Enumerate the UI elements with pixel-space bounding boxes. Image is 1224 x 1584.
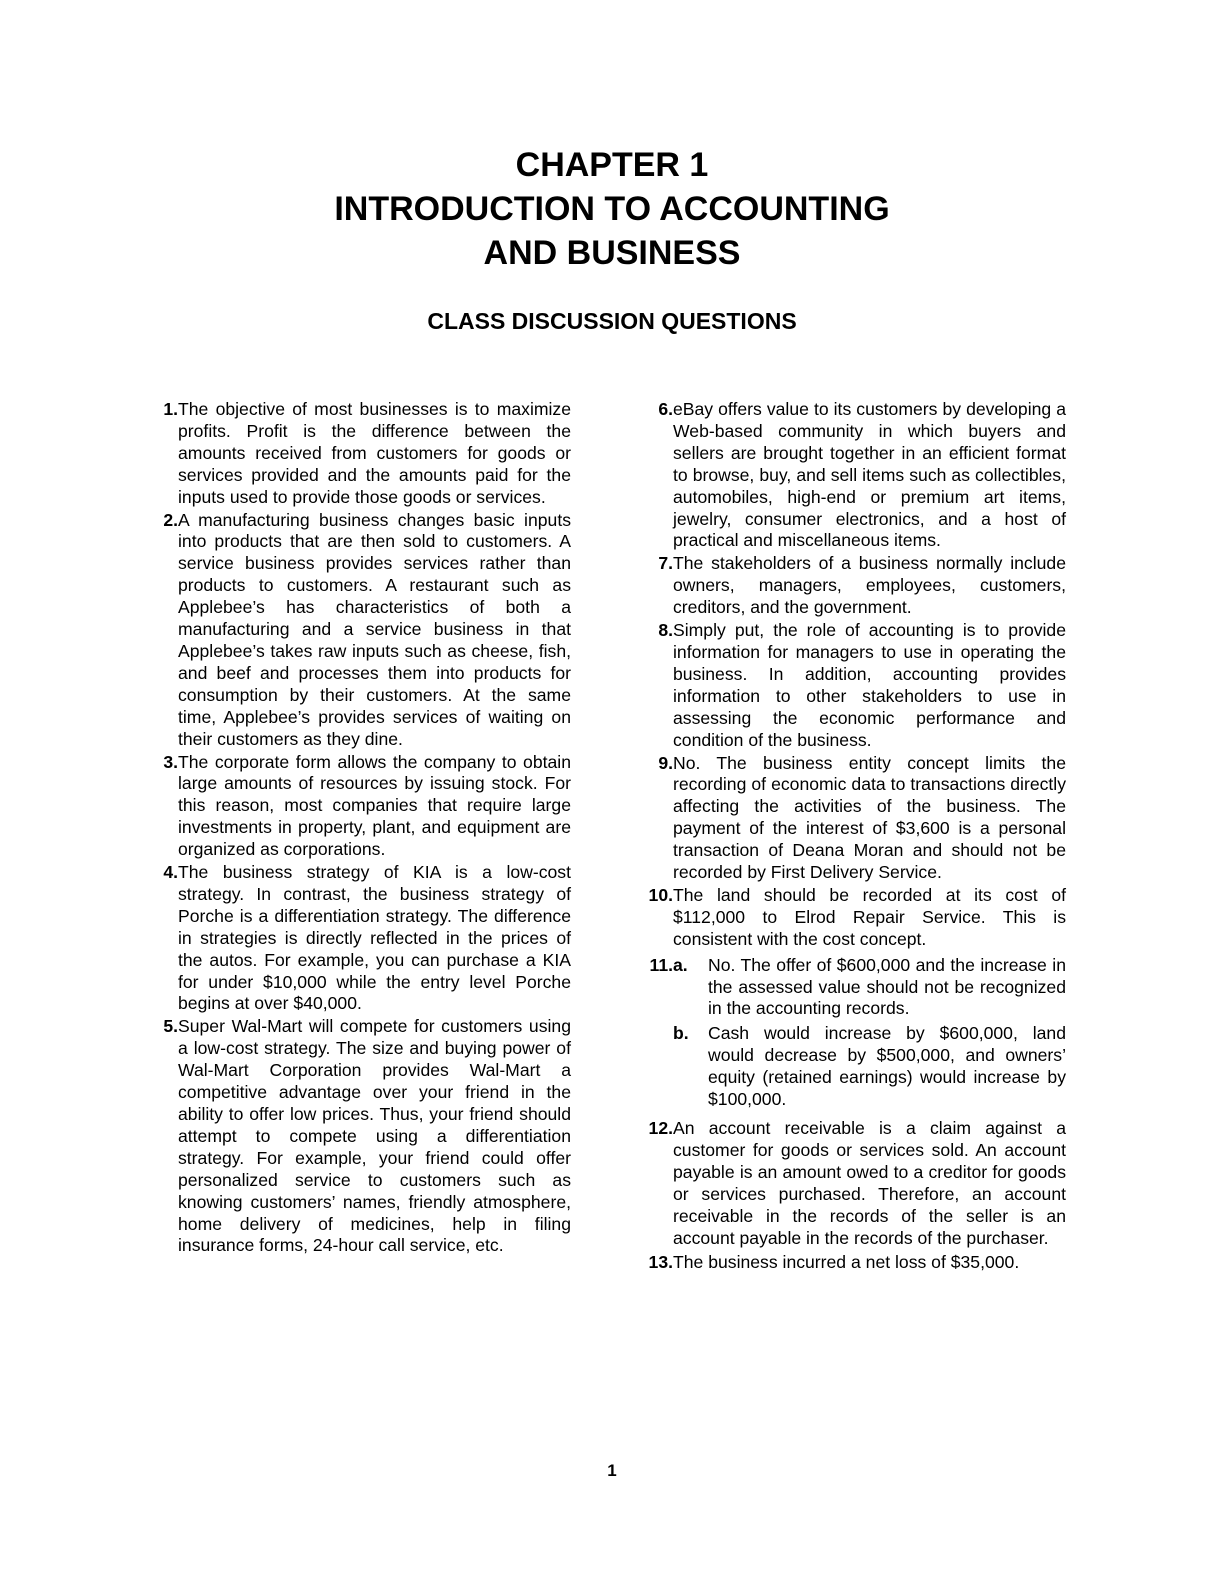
question-number: 10. [648, 884, 673, 905]
question-number: 6. [658, 399, 673, 419]
question-answer: Super Wal-Mart will compete for customers using a low-cost strategy. The size and buying power of Wal-Mart Corporation provides Wal-Mart a competitive advantage over your friend in the ability to offer low prices. Thus, your friend should attempt to compete using a differentiation strategy. For example, your friend could offer personalized service to customers such as knowing customers’ names, friendly atmosphere, home delivery of medicines, help in filing insurance forms, 24-hour call service, etc. [178, 1016, 571, 1256]
question-number: 7. [658, 553, 673, 574]
question-item [136, 510, 571, 751]
part-text: Cash would increase by $600,000, land would decrease by $500,000, and owners’ equity (retained earnings) would increase by $100,000. [708, 1023, 1066, 1110]
question-answer: The objective of most businesses is to maximize profits. Profit is the difference between the amounts received from customers for goods or services provided and the amounts paid for the inputs used to provide those goods or services. [178, 399, 571, 507]
part-label: b. [673, 1023, 689, 1044]
question-number: 2. [163, 509, 178, 530]
section-subtitle: CLASS DISCUSSION QUESTIONS [427, 308, 797, 334]
right-column [631, 399, 1066, 1275]
question-number: 9. [658, 752, 673, 773]
question-item [631, 399, 1066, 552]
question-number: 11. [649, 954, 673, 975]
question-item-11 [631, 955, 1066, 1114]
question-item [136, 862, 571, 1015]
question-number: 5. [163, 1016, 178, 1037]
question-item [631, 753, 1066, 884]
question-answer: The business strategy of KIA is a low-cost strategy. In contrast, the business strategy of Porche is a differentiation strategy. The difference in strategies is directly reflected in the prices of the autos. For example, you can purchase a KIA for under $10,000 while the entry level Porche begins at over $40,000. [178, 862, 571, 1014]
question-number: 1. [163, 399, 178, 419]
question-item [631, 1252, 1066, 1274]
question-answer: The land should be recorded at its cost of $112,000 to Elrod Repair Service. This is consistent with the cost concept. [673, 884, 1066, 949]
question-number: 13. [648, 1252, 673, 1273]
question-answer: eBay offers value to its customers by developing a Web-based community in which buyers and sellers are brought together in an efficient format to browse, buy, and sell items such as collectibles, automobiles, high-end or premium art items, jewelry, consumer electronics, and a host of practical and miscellaneous items. [673, 399, 1066, 551]
chapter-title-block [0, 143, 1224, 275]
question-answer: The stakeholders of a business normally include owners, managers, employees, customers, creditors, and the government. [673, 553, 1066, 618]
question-answer: The business incurred a net loss of $35,000. [673, 1252, 1020, 1273]
answer-part-a [673, 955, 1066, 1021]
part-text: No. The offer of $600,000 and the increase in the assessed value should not be recognized in the accounting records. [708, 954, 1066, 1019]
question-item [631, 620, 1066, 751]
answer-part-b [673, 1023, 1066, 1111]
chapter-title-line-1: INTRODUCTION TO ACCOUNTING [334, 190, 890, 228]
question-item [136, 399, 571, 509]
question-number: 8. [658, 620, 673, 641]
question-item [136, 1016, 571, 1257]
question-number: 12. [648, 1118, 673, 1138]
part-label: a. [673, 954, 688, 975]
question-answer: The corporate form allows the company to obtain large amounts of resources by issuing stock. For this reason, most companies that require large investments in property, plant, and equipment are organized as corporations. [178, 751, 571, 860]
page-number: 1 [607, 1461, 617, 1480]
question-item [631, 885, 1066, 951]
question-answer: Simply put, the role of accounting is to provide information for managers to use in operating the business. In addition, accounting provides information to other stakeholders to use in assessing the economic performance and condition of the business. [673, 620, 1066, 750]
question-item [631, 553, 1066, 619]
question-item [136, 752, 571, 862]
question-answer: A manufacturing business changes basic inputs into products that are then sold to customers. A service business provides services rather than products to customers. A restaurant such as Applebee’s has characteristics of both a manufacturing and a service business in that Applebee’s takes raw inputs such as cheese, fish, and beef and processes them into products for consumption by their customers. At the same time, Applebee’s provides services of waiting on their customers as they dine. [178, 509, 571, 749]
chapter-heading: CHAPTER 1 [515, 146, 709, 184]
left-column [136, 399, 571, 1258]
chapter-title-line-2: AND BUSINESS [483, 234, 741, 272]
question-number: 4. [163, 862, 178, 883]
question-number: 3. [163, 751, 178, 772]
question-item [631, 1118, 1066, 1249]
question-answer: An account receivable is a claim against a customer for goods or services sold. An account payable is an amount owed to a creditor for goods or services purchased. Therefore, an account receivable in the records of the seller is an account payable in the records of the purchaser. [673, 1118, 1066, 1248]
question-answer: No. The business entity concept limits the recording of economic data to transactions directly affecting the activities of the business. The payment of the interest of $3,600 is a personal transaction of Deana Moran and should not be recorded by First Delivery Service. [673, 752, 1066, 883]
